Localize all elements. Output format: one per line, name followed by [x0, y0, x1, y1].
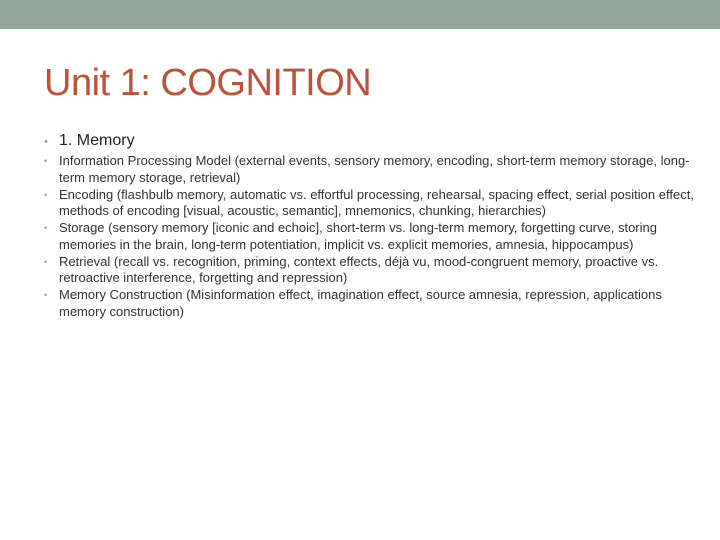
bullet-heading	[44, 131, 694, 151]
sub-bullet-list	[44, 153, 694, 320]
slide-title: Unit 1: COGNITION	[44, 62, 372, 104]
list-item	[44, 153, 694, 186]
list-item	[44, 254, 694, 287]
bullet-icon: •	[44, 156, 48, 166]
top-accent-bar	[0, 0, 720, 29]
list-item-text: Retrieval (recall vs. recognition, priming, context effects, déjà vu, mood-congruent memory, proactive vs. retroactive interference, forgetting and repression)	[59, 253, 659, 285]
bullet-icon: •	[44, 223, 48, 233]
list-item	[44, 187, 694, 220]
bullet-icon: •	[44, 256, 48, 267]
bullet-icon: •	[44, 290, 48, 300]
list-item-text: Encoding (flashbulb memory, automatic vs. effortful processing, rehearsal, spacing effect, serial position effect, methods of encoding [visual, acoustic, semantic], mnemonics, chunking, hierarchies)	[59, 186, 694, 218]
list-item	[44, 287, 694, 320]
bullet-icon: •	[44, 136, 48, 148]
list-item-text: Information Processing Model (external events, sensory memory, encoding, short-term memory storage, long-term memory storage, retrieval)	[59, 153, 690, 185]
slide-content	[44, 131, 694, 321]
heading-text: 1. Memory	[59, 132, 135, 149]
list-item	[44, 220, 694, 253]
list-item-text: Memory Construction (Misinformation effect, imagination effect, source amnesia, repression, applications memory construction)	[59, 287, 662, 319]
list-item-text: Storage (sensory memory [iconic and echoic], short-term vs. long-term memory, forgetting curve, storing memories in the brain, long-term potentiation, implicit vs. explicit memories, amnesia, hippocampus)	[59, 220, 657, 252]
bullet-icon: •	[44, 189, 48, 200]
